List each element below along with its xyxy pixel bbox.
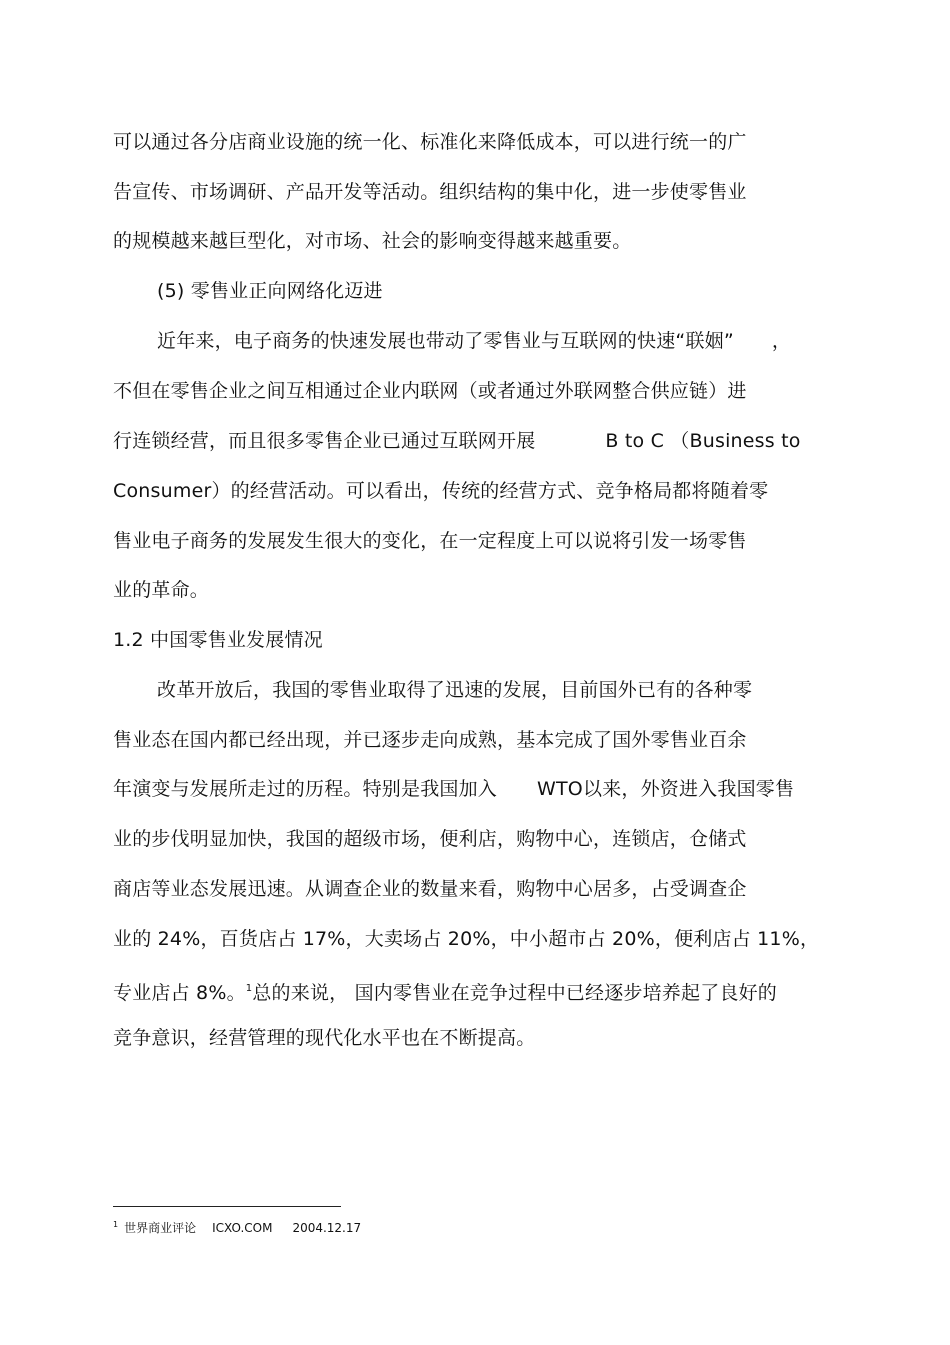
text-segment: 专业店占 8%。 — [113, 982, 246, 1004]
paragraph-line: 不但在零售企业之间互相通过企业内联网（或者通过外联网整合供应链）进 — [113, 380, 747, 402]
paragraph-line — [157, 329, 791, 353]
paragraph-line: 竞争意识，经营管理的现代化水平也在不断提高。 — [113, 1027, 536, 1049]
subheading: (5) 零售业正向网络化迈进 — [157, 280, 383, 302]
paragraph-line: 可以通过各分店商业设施的统一化、标准化来降低成本，可以进行统一的广 — [113, 131, 747, 153]
text-segment: B to C （Business to — [605, 430, 801, 452]
paragraph-line: 告宣传、市场调研、产品开发等活动。组织结构的集中化，进一步使零售业 — [113, 181, 747, 203]
footnote-reference[interactable]: 1 — [245, 983, 253, 994]
text-segment: 总的来说， 国内零售业在竞争过程中已经逐步培养起了良好的 — [252, 982, 778, 1004]
paragraph-line: 售业电子商务的发展发生很大的变化，在一定程度上可以说将引发一场零售 — [113, 530, 747, 552]
text-segment: WTO以来，外资进入我国零售 — [537, 778, 795, 800]
paragraph-line: 商店等业态发展迅速。从调查企业的数量来看，购物中心居多，占受调查企 — [113, 878, 747, 900]
paragraph-line: 改革开放后，我国的零售业取得了迅速的发展，目前国外已有的各种零 — [157, 679, 753, 701]
text-segment: 行连锁经营，而且很多零售企业已通过互联网开展 — [113, 430, 536, 452]
paragraph-line: 的规模越来越巨型化，对市场、社会的影响变得越来越重要。 — [113, 230, 632, 252]
text-segment: ， — [771, 330, 792, 352]
section-heading: 1.2 中国零售业发展情况 — [113, 629, 323, 651]
text-segment: 年演变与发展所走过的历程。特别是我国加入 — [113, 778, 498, 800]
footnote-date: 2004.12.17 — [292, 1221, 362, 1235]
paragraph-line — [113, 429, 801, 453]
paragraph-line: 售业态在国内都已经出现，并已逐步走向成熟，基本完成了国外零售业百余 — [113, 729, 747, 751]
footnote-source: 世界商业评论 — [124, 1221, 197, 1235]
text-segment: 近年来，电子商务的快速发展也带动了零售业与互联网的快速“联姻” — [157, 330, 734, 352]
paragraph-line — [113, 977, 777, 1005]
footnote-marker: 1 — [113, 1220, 119, 1229]
paragraph-line: 业的步伐明显加快，我国的超级市场，便利店，购物中心，连锁店，仓储式 — [113, 828, 747, 850]
paragraph-line: Consumer）的经营活动。可以看出，传统的经营方式、竞争格局都将随着零 — [113, 480, 769, 502]
footnote-divider — [113, 1206, 341, 1207]
footnote-site: ICXO.COM — [212, 1221, 273, 1235]
paragraph-line: 业的革命。 — [113, 579, 210, 601]
paragraph-line: 业的 24%，百货店占 17%，大卖场占 20%，中小超市占 20%，便利店占 11%， — [113, 928, 820, 950]
footnote — [113, 1217, 361, 1236]
paragraph-line — [113, 777, 794, 801]
